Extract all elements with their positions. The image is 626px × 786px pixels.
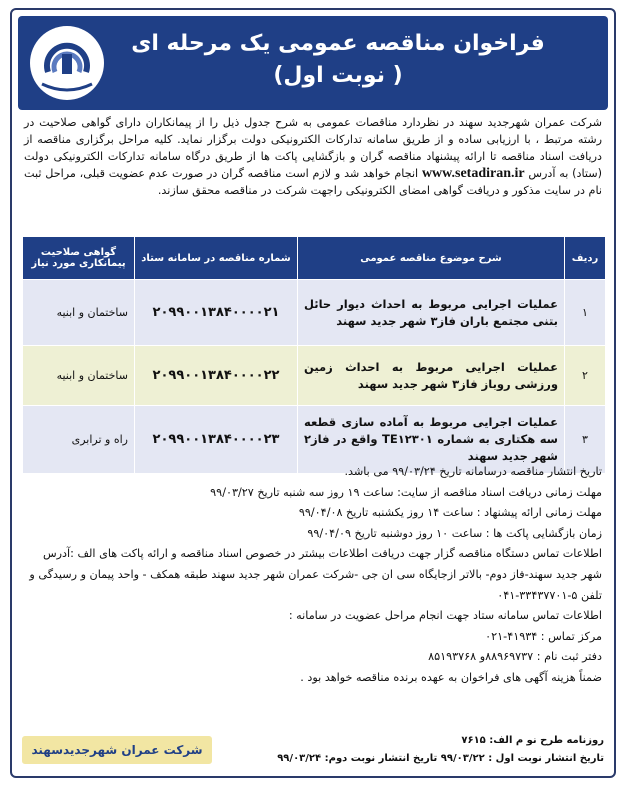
row-subject: عملیات اجرایی مربوط به احداث زمین ورزشی روباز فاز۳ شهر جدید سهند: [298, 346, 565, 406]
table-header-row: [23, 237, 606, 280]
proposal-deadline: مهلت زمانی ارائه پیشنهاد : ساعت ۱۴ روز یکشنبه تاریخ ۹۹/۰۴/۰۸: [298, 506, 602, 520]
footer-newspaper: روزنامه طرح نو م الف: ۷۶۱۵: [461, 735, 604, 746]
row-subject: عملیات اجرایی مربوط به احداث دیوار حائل بتنی مجتمع باران فاز۳ شهر جدید سهند: [298, 280, 565, 346]
row-number: ۱: [565, 280, 606, 346]
company-logo-icon: [28, 24, 106, 102]
table-row: [23, 346, 606, 406]
footer: [18, 730, 608, 770]
footer-publication-info: [277, 732, 604, 768]
document-deadline: مهلت زمانی دریافت اسناد مناقصه از سایت: ساعت ۱۹ روز سه شنبه تاریخ ۹۹/۰۳/۲۷: [210, 485, 602, 499]
footer-company-badge: شرکت عمران شهرجدیدسهند: [22, 736, 212, 764]
contact-info: اطلاعات تماس دستگاه مناقصه گزار جهت دریافت اطلاعات بیشتر در خصوص اسناد مناقصه و ارائه پاکت های الف :آدرس شهر جدید سهند-فاز دوم- بالاتر ازجایگاه سی ان جی -شرکت عمران شهر جدید سهند طبقه همکف - واحد پیمان و رسیدگی و تلفن ۵-۳۳۴۳۷۷۰۱-۰۴۱: [29, 547, 602, 602]
header-qualification: گواهی صلاحیت پیمانکاری مورد نیاز: [23, 237, 135, 280]
ad-cost-note: ضمناً هزینه آگهی های فراخوان به عهده برنده مناقصه خواهد بود .: [300, 670, 602, 684]
footer-dates: تاریخ انتشار نوبت اول : ۹۹/۰۳/۲۲ تاریخ انتشار نوبت دوم: ۹۹/۰۳/۲۴: [277, 753, 604, 764]
tender-table: [22, 236, 606, 474]
title-line-1: فراخوان مناقصه عمومی یک مرحله ای: [131, 31, 545, 56]
row-tender-code: ۲۰۹۹۰۰۱۳۸۴۰۰۰۰۲۱: [135, 280, 298, 346]
row-tender-code: ۲۰۹۹۰۰۱۳۸۴۰۰۰۰۲۳: [135, 406, 298, 474]
tender-details: [24, 462, 602, 689]
header-banner: [18, 16, 608, 110]
row-qualification: ساختمان و ابنیه: [23, 346, 135, 406]
row-tender-code: ۲۰۹۹۰۰۱۳۸۴۰۰۰۰۲۲: [135, 346, 298, 406]
header-tender-code: شماره مناقصه در سامانه ستاد: [135, 237, 298, 280]
intro-text-before: شرکت عمران شهرجدید سهند در نظردارد مناقصات عمومی به شرح جدول ذیل را از پیمانکاران دارای گواهی صلاحیت در رشته مرتبط ، با ارزیابی ساده و از طریق سامانه تدارکات الکترونیکی دولت برگزار نماید. کلیه مراحل برگزاری مناقصه از دریافت اسناد مناقصه تا ارائه پیشنهاد مناقصه گران و بازگشایی پاکت ها از طریق درگاه سامانه تدارکات الکترونیکی دولت (ستاد) به آدرس: [24, 116, 603, 180]
registration-office: دفتر ثبت نام : ۸۸۹۶۹۷۳۷و ۸۵۱۹۳۷۶۸: [428, 650, 602, 664]
header-row-number: ردیف: [565, 237, 606, 280]
announcement-title: [128, 28, 548, 92]
publish-date: تاریخ انتشار مناقصه درسامانه تاریخ ۹۹/۰۳/۲۴ می باشد.: [344, 465, 602, 478]
call-center: مرکز تماس : ۴۱۹۳۴-۰۲۱: [485, 629, 602, 643]
row-qualification: ساختمان و ابنیه: [23, 280, 135, 346]
opening-date: زمان بازگشایی پاکت ها : ساعت ۱۰ روز دوشنبه تاریخ ۹۹/۰۴/۰۹: [307, 526, 602, 540]
advertisement-page: [10, 8, 616, 778]
row-number: ۲: [565, 346, 606, 406]
header-subject: شرح موضوع مناقصه عمومی: [298, 237, 565, 280]
setad-website-link[interactable]: www.setadiran.ir: [421, 166, 525, 181]
intro-text-after: انجام خواهد شد و لازم است مناقصه گران در صورت عدم عضویت قبلی، مراحل ثبت نام در سایت مذکور و دریافت گواهی امضای الکترونیکی راجهت شرکت در مناقصه محقق سازند.: [24, 167, 602, 197]
row-number: ۳: [565, 406, 606, 474]
title-line-2: ( نوبت اول): [273, 63, 403, 88]
table-row: [23, 280, 606, 346]
row-qualification: راه و ترابری: [23, 406, 135, 474]
setad-contact-heading: اطلاعات تماس سامانه ستاد جهت انجام مراحل عضویت در سامانه :: [288, 609, 602, 623]
intro-paragraph: [24, 114, 602, 199]
row-subject: عملیات اجرایی مربوط به آماده سازی قطعه سه هکتاری به شماره TE۱۲۳۰۱ واقع در فاز۲ شهر جدید سهند: [298, 406, 565, 474]
